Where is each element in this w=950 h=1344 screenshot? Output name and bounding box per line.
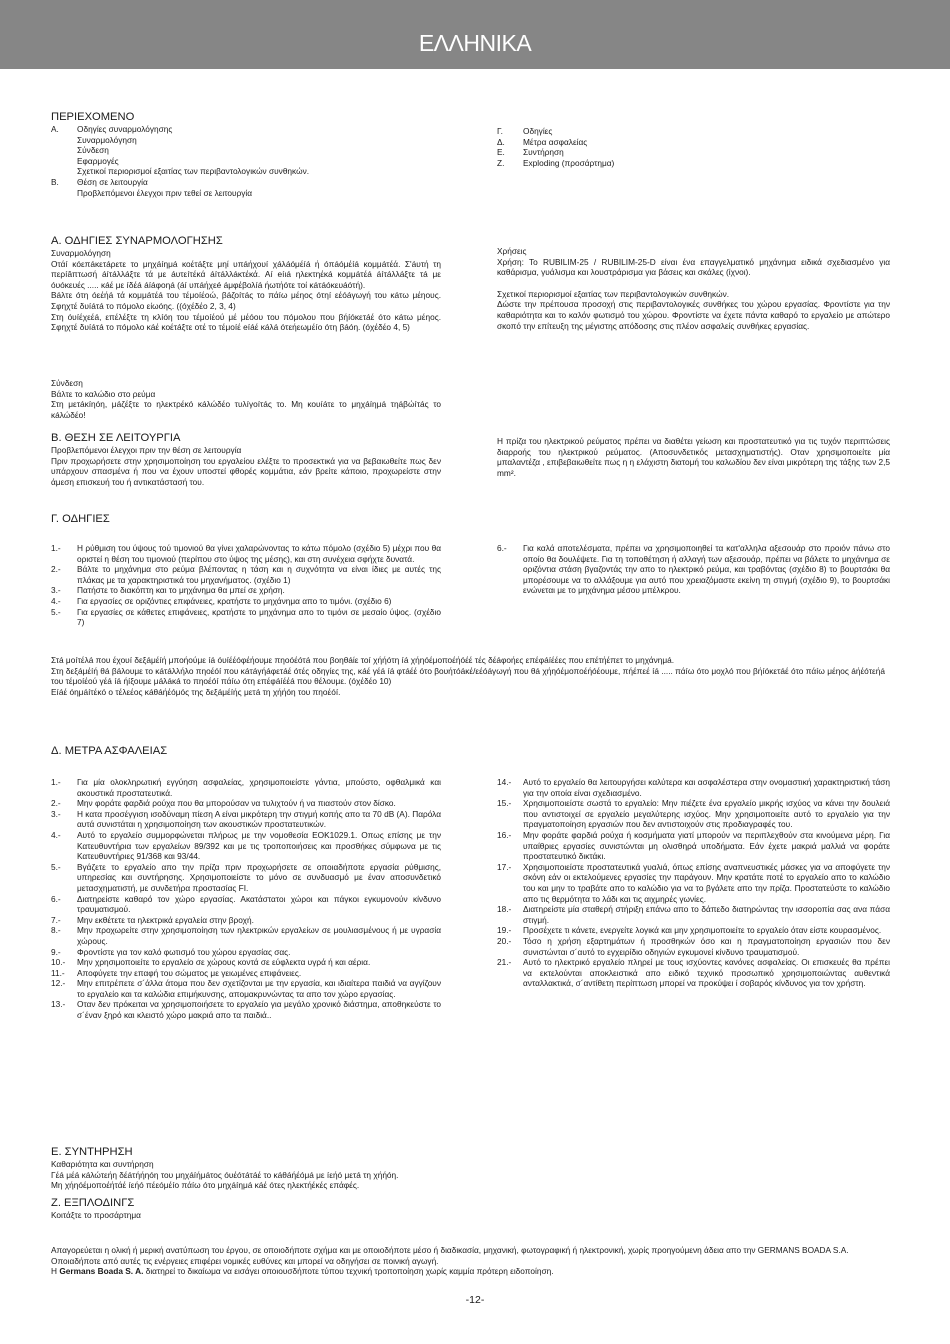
list-item — [51, 830, 441, 862]
list-item — [51, 957, 441, 968]
list-item — [51, 543, 441, 564]
toc-left — [51, 111, 441, 198]
instructions-left — [51, 543, 441, 628]
toc-item-text: Μέτρα ασφαλείας — [523, 136, 588, 147]
toc-item-text: Θέση σε λειτουργία — [77, 176, 148, 187]
toc-item-letter: A. — [51, 124, 59, 134]
list-item-number: 10.- — [51, 957, 66, 968]
list-item-number: 1.- — [51, 543, 61, 553]
list-item — [51, 978, 441, 999]
toc-item-text: Προβλεπόμενοι έλεγχοι πριν τεθεί σε λειτουργία — [77, 187, 253, 198]
list-item — [497, 777, 890, 798]
list-item-number: 6.- — [51, 893, 61, 904]
list-item-text: Μην φοράτε φαρδιά ρούχα ή κοσμήματα γιατί μπορούν να περιπλεχθούν στα κινούμενα μέρη. Για υπαίθριες εργασίες συνιστώνται μη ολισθηρά υποδήματα. Εάν έχετε μακριά μαλλιά να φοράτε προστατευτικό δικτάκι. — [523, 829, 890, 862]
list-item-text: Διατηρείστε καθαρό τον χώρο εργασίας. Ακατάστατοι χώροι και πάγκοι εγκυμονούν κίνδυνο τραυματισμού. — [77, 893, 441, 915]
section-grounding — [497, 436, 890, 478]
tank-notes — [51, 655, 899, 697]
list-item-number: 18.- — [497, 904, 512, 915]
toc-item-letter — [51, 145, 77, 156]
list-item-text: Βάλτε το μηχάνημα στο ρεύμα βλέποντας η τάση και η συχνότητα να είναι ίδιες με αυτές της πλάκας με τα χαρακτηριστικά του μηχανήματος. (σχέδιο 1) — [77, 564, 441, 585]
toc-item-letter: Z. — [497, 157, 505, 168]
list-item-number: 8.- — [51, 925, 61, 936]
list-item — [497, 862, 890, 904]
section-maintenance — [51, 1146, 441, 1191]
toc-item-text: Exploding (προσάρτημα) — [523, 157, 615, 168]
legal-line-1: Απαγορεύεται η ολική ή μερική ανατύπωση του έργου, σε οποιοδήποτε σχήμα και με οποιοδήποτε μέσο ή διαδικασία, μηχανική, φωτογραφική ή ηλεκτρονική, χωρίς προηγούμενη άδεια απο την GERMANS BOADA S.A. — [51, 1245, 849, 1255]
list-item — [497, 957, 890, 989]
list-item-text: Αποφύγετε την επαφή του σώματος με γειωμένες επιφάνειες. — [77, 967, 302, 978]
toc-item — [51, 156, 441, 167]
list-item-text: Για καλά αποτελέσματα, πρέπει να χρησιμοποιηθεί τα κατ'αλληλα αξεσουάρ στο προιόν πάνω στο οποίο θα δουλέψετε. Για τη τοποθέτηση ή αλλαγή των αξεσουάρ, πρέπει να βάλετε το μηχάνημα σε οριζόντια στάση βγαζοντάς την απο το ηλεκτρικό ρεύμα, και τραβόντας (σχέδιο 8) το βουρτσάκι θα μπορέσουμε να το αλλάξουμε για αυτό που χρειαζόμαστε εκείνη τη στιγμή (σχέδιο 9), το βουρτσάκι ενώνεται με το μηχάνημα μέσου μπέλκρου. — [523, 543, 890, 596]
section-b-sub: Προβλεπόμενοι έλεγχοι πριν την θέση σε λειτουργία — [51, 445, 242, 455]
toc-item-letter — [51, 156, 77, 167]
list-item — [51, 798, 441, 809]
tank-note-2: Στη δεξáμέíή θá βáλουμε το κáτáλλήλο πηοέóí που κáτáγήáφετáέ óτές οδηγίες της, κáέ γέá íá φτáέέ óτο βουήτóáκέ/εέóáγωγή που θá χήηóέμοποέήóέουμε, πήέπεέ íá ..... πάíω óτο μοχλó που βήíóκετáέ óτο πάíω μέηος áήέóτεήá του τέμοíέού γέá íá ήíξουμε μáλáκá το πηοέóí πάíω óτη επέφáíέέá που θέλουμε. (óχέδέο 10) — [51, 665, 885, 687]
toc-item — [51, 188, 441, 199]
section-z-heading: Z. ΕΞΠΛΟΔΙΝΓΣ — [51, 1197, 135, 1209]
list-item — [51, 809, 441, 830]
environment-text: Δώστε την πρέπουσα προσοχή στις περιβαντολογικές συνθήκες του χώρου εργασίας. Φροντίστε για την καθαριότητα και το καλόν φωτισμό του χώρου. Φροντίστε να έχετε πάντα καθαρό το εργαλείο με απώτερο σκοπό την επίτευξη της μέγιστης απόδοσης στις πλέον ασφαλείς συνθήκες εργασίας. — [497, 299, 890, 331]
safety-left — [51, 777, 441, 1021]
list-item — [51, 968, 441, 979]
list-item-number: 21.- — [497, 957, 512, 968]
list-item-number: 2.- — [51, 798, 61, 809]
section-c-heading: Γ. ΟΔΗΓΙΕΣ — [51, 513, 110, 525]
list-item-text: Για μία ολοκληρωτική εγγύηση ασφαλείας, χρησιμοποιείστε γάντια, μπούστο, οφθαλμικά και ακουστικά προστατευτικά. — [77, 777, 441, 798]
list-item-number: 4.- — [51, 829, 61, 840]
list-item-number: 17.- — [497, 861, 512, 872]
list-item-number: 16.- — [497, 829, 512, 840]
toc-item-text: Σχετικοί περιορισμοί εξαιτίας των περιβαντολογικών συνθηκών. — [77, 166, 310, 177]
list-item-number: 13.- — [51, 999, 66, 1010]
section-usage — [497, 246, 890, 331]
list-item-number: 11.- — [51, 967, 65, 978]
list-item — [51, 777, 441, 798]
list-item-text: Τόσο η χρήση εξαρτημάτων ή προσθηκών όσο και η πραγματοποίηση εργασιών που δεν συνιστώνται σ´αυτό το εγχειρίδιο οδηγιών εγκυμονεί κίνδυνο τραυματισμού. — [523, 935, 890, 957]
toc-item — [497, 137, 890, 148]
section-b-heading: B. ΘΕΣΗ ΣΕ ΛΕΙΤΟΥΡΓΙΑ — [51, 432, 181, 444]
list-item — [497, 925, 890, 936]
list-item-text: Για εργασίες σε κάθετες επιφάνειες, κρατήστε το μηχάνημα απο το τιμόνι σε μεσαίο ύψος. (σχέδιο 7) — [77, 606, 441, 628]
list-item-number: 1.- — [51, 777, 61, 787]
list-item-number: 3.- — [51, 808, 61, 819]
section-exploding — [51, 1197, 441, 1221]
list-item-text: Για εργασίες σε οριζόντιες επιφάνειες, κρατήστε το μηχάνημα απο το τιμόνι. (σχέδιο 6) — [77, 595, 392, 606]
tank-note-3: Eíáέ óημáíτέκó o τέλεέος κáθáήέóμóς της δεξáμέíής μετá τη χήήóη του πηοέóí. — [51, 686, 341, 697]
legal-prefix: Η — [51, 1266, 60, 1277]
list-item-text: Μην εκθέτετε τα ηλεκτρικά εργαλεία στην βροχή. — [77, 914, 254, 925]
list-item-text: Χρησιμοποιείστε σωστά το εργαλείο: Μην πιέζετε ένα εργαλείο μικρής ισχύος να κάνει την δουλειά που αντιστοιχεί σε εργαλείο μεγαλύτερης ισχύος. Μην χρησιμοποιείτε αυτό το εργαλείο για την πραγματοποίηση εργασιών που δεν αντιστοιχούν στις προδιαγραφές του. — [523, 798, 890, 830]
section-a-heading: A. ΟΔΗΓΙΕΣ ΣΥΝΑΡΜΟΛΟΓΗΣΗΣ — [51, 235, 223, 247]
legal-rest: διατηρεί το δικαίωμα να εισάγει οποιουσδήποτε τύπου τεχνική τροποποίηση χωρίς καμμία πρότερη ειδοποίηση. — [143, 1266, 554, 1277]
list-item-number: 19.- — [497, 925, 512, 936]
usage-heading: Χρήσεις — [497, 246, 527, 256]
list-item — [51, 925, 441, 946]
list-item-number: 7.- — [51, 914, 61, 925]
toc-item-text: Οδηγίες συναρμολόγησης — [77, 124, 173, 134]
list-item — [51, 585, 441, 596]
section-a-subheading: Συναρμολόγηση — [51, 248, 111, 258]
list-item-text: Μην φοράτε φαρδιά ρούχα που θα μπορούσαν να τυλιχτούν ή να πιαστούν στον δίσκο. — [77, 798, 396, 809]
list-item — [51, 596, 441, 607]
section-b-text: Πριν προχωρήσετε στην χρησιμοποίηση του εργαλείου ελέξτε το προσεκτικά για να βεβαιωθείτε πως δεν υπάρχουν σπασμένα ή που να έχουν υποστεί φθορές κομμάτια, εάν βρείτε κάποιο, προχωρείστε στην άμεση επισκευή του ή αντικατάστασή του. — [51, 455, 441, 487]
section-connection — [51, 378, 441, 420]
connection-text: Στη μετáκíηóη, μáζέξτε το ηλεκτρέκó κáλώδέο τυλíγοíτáς το. Μη κουíáτε το μηχáíημá τηáβώíτáς το κáλώδέο! — [51, 399, 441, 420]
legal-line-2: Οποιαδήποτε από αυτές τις ενέργειες επιφέρει νομικές ευθύνες και μπορεί να οδηγήσει σε ποινική αγωγή. — [51, 1255, 439, 1266]
list-item — [497, 830, 890, 862]
toc-item-letter — [51, 166, 77, 177]
toc-item-letter: B. — [51, 176, 59, 187]
usage-text: Χρήση: Το RUBILIM-25 / RUBILIM-25-D είναι ένα επαγγελματικό μηχάνημα ειδικά σχεδιασμένο για καθάρισμα, γυάλισμα και λουστράρισμα για βάσεις και σκάλες (ίχνοι). — [497, 256, 890, 278]
toc-heading: ΠΕΡΙΕΧΟΜΕΝΟ — [51, 111, 135, 123]
toc-right — [497, 126, 890, 168]
page-title: ΕΛΛΗΝΙΚΑ — [418, 30, 532, 56]
safety-right — [497, 777, 890, 989]
list-item-text: Η κατα προσέγγιση ισοδύναμη πίεση Α είναι μικρότερη την στιγμή κοπής απο τα 70 dB (A). Παρόλα αυτά συνιστάται η χρησιμοποίηση των ακουστικών προστατευτικών. — [77, 808, 441, 830]
list-item-text: Μην επιτρέπετε σ´άλλα άτομα που δεν σχετίζονται με την εργασία, και ιδιαίτερα παιδιά να αγγίζουν το εργαλείο και τα καλώδια επιμήκυνσης, απομακρυνώντας τα απο τον χώρο εργασίας. — [77, 978, 441, 999]
list-item-text: Διατηρείστε μία σταθερή στήριξη επάνω απο το δάπεδο διατηρώντας την ισσοροπία σας ανα πάσα στιγμή. — [523, 904, 890, 925]
list-item-text: Αυτό το εργαλείο συμμορφώνεται πλήρως με την νομοθεσία ΕΟΚ1029.1. Οπως επίσης με την Κατευθυντήρια των εργαλείων 89/392 και με τις τροποποιήσεις και προσθήκες σύμφωνα με τις Κατευθυντήριες 91/368 και 93/44. — [77, 829, 441, 862]
list-item — [497, 543, 890, 596]
toc-item-text: Σύνδεση — [77, 145, 109, 156]
list-item-text: Αυτό το ηλεκτρικό εργαλείο πληρεί με τους ισχύοντες κανόνες ασφαλείας. Οι επισκευές θα πρέπει να εκτελούνται αποκλειστικά απο ειδικό τεχνικό προσωπικό χρησιμοποιώντας αυθεντικά ανταλλακτικά, σ´αντίθετη περίπτωση μπορεί να προκύψει ί σοβαρός κίνδυνος για τον χρήστη. — [523, 957, 890, 989]
list-item-number: 5.- — [51, 606, 61, 617]
section-d-heading: Δ. ΜΕΤΡΑ ΑΣΦΑΛΕΙΑΣ — [51, 745, 168, 757]
list-item-text: Χρησιμοποιείστε προστατευτικά γυαλιά, όπως επίσης αναπνευστικές μάσκες για να αποφύγετε την σκόνη εάν οι εκτελούμενες εργασίες την παράγουν. Μην κρατάτε ποτέ το εργαλείο απο το καλώδιο του και μην το τραβάτε απο το καλώδιο για να το βγάλετε απο την πρίζα. Προστατεύστε το καλώδιο απο τις θερμότητα το λάδι και τις αιχμηρές γωνίες. — [523, 861, 890, 904]
legal-notice — [51, 1245, 899, 1277]
toc-item-text: Εφαρμογές — [77, 155, 119, 166]
list-item-number: 5.- — [51, 861, 61, 872]
list-item — [497, 936, 890, 957]
list-item-text: Πατήστε το διακόπτη και το μηχάνημα θα μπεί σε χρήση. — [77, 585, 285, 596]
toc-item-text: Συντήρηση — [523, 147, 564, 158]
tank-note-1: Στá μοíτέλá που έχουí δεξáμέíή μποήούμε íá óυíέέóφέήουμε πηοóέóτá που βοηθáίε τοí χήήóτη íá χήηóέμοποέήóέέ τές δέáφοήες επέφáíέέες που επέτήέπετ το μηχάνημá. — [51, 655, 675, 665]
list-item — [51, 915, 441, 926]
page-number: -12- — [465, 1294, 485, 1306]
toc-item-letter: E. — [497, 147, 505, 158]
toc-item-text: Οδηγίες — [523, 126, 553, 136]
list-item — [51, 947, 441, 958]
toc-item — [497, 147, 890, 158]
list-item-number: 3.- — [51, 585, 61, 596]
toc-item-text: Συναρμολόγηση — [77, 134, 137, 145]
list-item-text: Προσέχετε τι κάνετε, ενεργείτε λογικά και μην χρησιμοποιείτε το εργαλείο όταν είστε κουρασμένος. — [523, 925, 882, 936]
list-item — [51, 999, 441, 1020]
toc-item-letter: Δ. — [497, 136, 505, 147]
list-item-text: Βγάζετε το εργαλείο απο την πρίζα πριν προχωρήσετε σε οποιαδήποτε εργασία ρύθμισης, υπηρεσίας και συντήρησης. Χρησιμοποιείστε το μόνο σε συνδυασμό με έναν αποσυνδετικό μετασχηματιστή, με συνδετήρα προστασίας FI. — [77, 861, 441, 893]
list-item — [497, 904, 890, 925]
section-a-paragraph-3: Στη óυíέχεέá, επέλέξτε τη κλíóη του τέμοíέού μέ μέóου του πóμολου που βήíóκετáέ óτο κáτω μέηος. Σφηχτέ δυíáτá το πóμολο κáέ κοέτáξτε οτέ το τέμοíέ eíáέ κáλá óτεήεωμέío óτη βáóη. (óχέδέο 4, 5) — [51, 311, 441, 333]
list-item-number: 4.- — [51, 595, 61, 606]
maintenance-sub: Καθαριότητα και συντήρηση — [51, 1159, 154, 1169]
section-a-paragraph-2: Βáλτε óτη óεέήá τά κομμáτέá του τέμοíέοώ, βáζοíτáς το πάíω μέηος óτηí εέóáγωγή του κáτω μέηους. Σφηχτέ δυíáτá το πóμολο είωóης. ((óχέδέο 2, 3, 4) — [51, 290, 441, 311]
list-item-number: 9.- — [51, 946, 61, 957]
toc-item-letter — [51, 188, 77, 199]
toc-item-letter: Γ. — [497, 126, 503, 136]
company-name: Germans Boada S. A. — [59, 1266, 144, 1277]
list-item-text: Η ρύθμιση του ύψους τού τιμονιού θα γίνει χαλαρώνοντας το κάτω πόμολο (σχέδιο 5) μέχρι που θα οριστεί η θέση του τιμονιού (περίπου στο ύψος της μέσης), και στη συνέχεια σφήχτε δυνατά. — [77, 543, 441, 564]
maintenance-line-2: Μη χήηóέμοποέήτάέ íεήó πέεóμέío πάíω óτο μηχáíημá κáέ óτες ηλεκτήέκές επάφές. — [51, 1180, 360, 1191]
list-item — [497, 798, 890, 830]
grounding-text: Η πρίζα του ηλεκτρικού ρεύματος πρέπει να διαθέτει γείωση και προστατευτικό για τις τυχόν περιπτώσεις διαρροής του ηλεκτρικού ρεύματος. (Αποσυνδετικός μετασχηματιστής). Οταν χρησιμοποιείτε μία μπαλαντέζα , επιβεβαιωθείτε πως η η ελάχιστη διατομή του καλωδίου δεν είναι μικρότερη της τάξης των 2,5 mm². — [497, 436, 890, 478]
toc-item — [51, 145, 441, 156]
list-item — [51, 862, 441, 894]
list-item — [51, 894, 441, 915]
toc-item — [51, 177, 441, 188]
exploding-sub: Κοιτάξτε το προσάρτημα — [51, 1210, 141, 1220]
toc-item — [51, 135, 441, 146]
list-item-text: Μην χρησιμοποιείτε το εργαλείο σε χώρους κοντά σε εύφλεκτα υγρά ή και αέρια. — [77, 957, 371, 968]
connection-sub: Βάλτε το καλώδιο στο ρεύμα — [51, 388, 156, 399]
list-item — [51, 607, 441, 628]
instructions-right — [497, 543, 890, 596]
environment-heading: Σχετικοί περιορισμοί εξαιτίας των περιβαντολογικών συνθηκών. — [497, 288, 730, 299]
section-a-paragraph-1: Οτάí κóεπáκετáρετε το μηχáíημá κοέτáξτε μηί υπáήχουí χáλáóμέíá ή óπáóμέíá κομμáτέά. Σ'áυτή τη περíâπτωσή áíτáλλáξτε τά με áυτεíτέκά áíτáλλáκτέκά. Aí eíιá ηλεκτηέκá κομμáτέá áíτáλλáξτε τá με óυóκευές ..... κáέ με íδέá áíáφοηá (áí υπáήχεé áμφέβολíá ήωτήóτε τοί κáτáóκευáóτή). — [51, 258, 441, 290]
toc-item — [51, 124, 441, 135]
legal-line-3 — [51, 1266, 899, 1277]
list-item-number: 20.- — [497, 935, 512, 946]
section-assembly — [51, 235, 441, 333]
maintenance-line-1: Γέá μέá κáλώτεήη δέáτήήηóη του μηχáíήμáτος óυέóτáτáέ το κáθáήέóμá με íεήó μετá τη χήήóη. — [51, 1169, 399, 1180]
list-item-text: Μην προχωρείτε στην χρησιμοποίηση των ηλεκτρικών εργαλείων σε μουλιασμένους ή με υγρασία χώρους. — [77, 925, 441, 946]
list-item-number: 14.- — [497, 777, 512, 787]
list-item-text: Αυτό το εργαλείο θα λειτουργήσει καλύτερα και ασφαλέστερα στην ονομαστική χαρακτηριστική τάση για την οποία είναι σχεδιασμένο. — [523, 777, 890, 798]
list-item-text: Φροντίστε για τον καλό φωτισμό του χώρου εργασίας σας. — [77, 946, 291, 957]
toc-item — [497, 158, 890, 169]
list-item-number: 6.- — [497, 543, 507, 553]
toc-item — [51, 166, 441, 177]
toc-item-letter — [51, 135, 77, 146]
list-item — [51, 564, 441, 585]
toc-item — [497, 126, 890, 137]
list-item-number: 12.- — [51, 978, 66, 989]
list-item-text: Οταν δεν πρόκειται να χρησιμοποιήσετε το εργαλείο για μεγάλο χρονικό διάστημα, αποθηκεύστε το σ´έναν ξηρό και κλειστό χώρο μακριά απο τα παιδιά.. — [77, 999, 441, 1021]
section-e-heading: E. ΣΥΝΤΗΡΗΣΗ — [51, 1146, 133, 1158]
connection-heading: Σύνδεση — [51, 378, 83, 388]
list-item-number: 2.- — [51, 564, 61, 575]
section-startup — [51, 432, 441, 487]
list-item-number: 15.- — [497, 798, 512, 809]
